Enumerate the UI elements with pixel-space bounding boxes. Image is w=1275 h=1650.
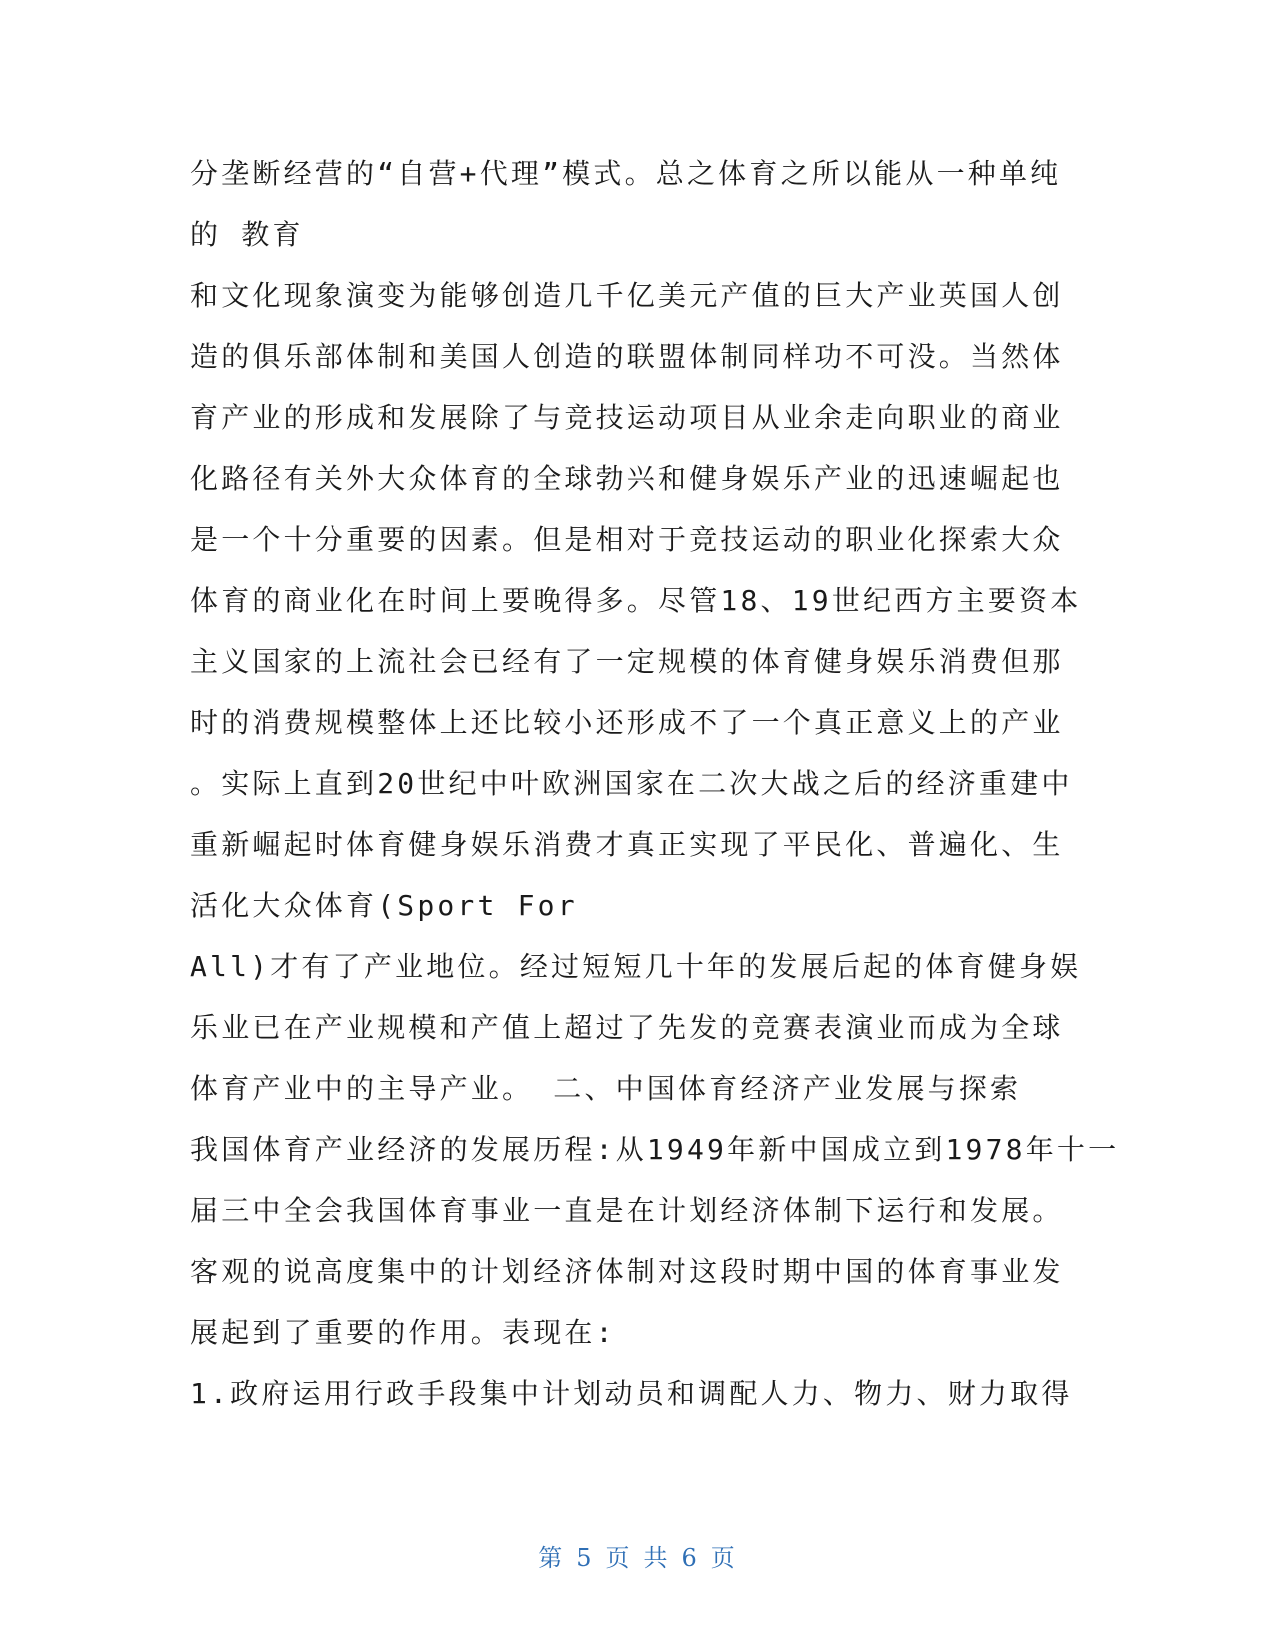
footer-gong: 共 [643,1544,670,1572]
body-text [190,143,1120,1424]
text-line: 客观的说高度集中的计划经济体制对这段时期中国的体育事业发 [190,1255,1064,1288]
text-line: 分垄断经营的“自营+代理”模式。总之体育之所以能从一种单纯 [190,157,1062,190]
text-line: 造的俱乐部体制和美国人创造的联盟体制同样功不可没。当然体 [190,340,1064,373]
text-line: 体育的商业化在时间上要晚得多。尽管18、19世纪西方主要资本 [190,584,1082,617]
text-line: 。实际上直到20世纪中叶欧洲国家在二次大战之后的经济重建中 [190,767,1073,800]
page-footer [0,1538,1275,1573]
text-line: 重新崛起时体育健身娱乐消费才真正实现了平民化、普遍化、生 [190,828,1064,861]
text-line: 育产业的形成和发展除了与竞技运动项目从业余走向职业的商业 [190,401,1064,434]
text-line: 时的消费规模整体上还比较小还形成不了一个真正意义上的产业 [190,706,1064,739]
text-line: 1.政府运用行政手段集中计划动员和调配人力、物力、财力取得 [190,1377,1073,1410]
text-line: 我国体育产业经济的发展历程:从1949年新中国成立到1978年十一 [190,1133,1120,1166]
text-line: 展起到了重要的作用。表现在: [190,1316,616,1349]
text-line: 活化大众体育(Sport For [190,889,578,922]
text-line: 化路径有关外大众体育的全球勃兴和健身娱乐产业的迅速崛起也 [190,462,1064,495]
footer-di: 第 [538,1544,565,1572]
text-line: All)才有了产业地位。经过短短几十年的发展后起的体育健身娱 [190,950,1082,983]
footer-total-pages: 6 [681,1544,699,1572]
text-line: 的 教育 [190,218,304,251]
text-line: 乐业已在产业规模和产值上超过了先发的竞赛表演业而成为全球 [190,1011,1064,1044]
text-line: 体育产业中的主导产业。 二、中国体育经济产业发展与探索 [190,1072,1022,1105]
footer-ye: 页 [605,1544,632,1572]
text-line: 主义国家的上流社会已经有了一定规模的体育健身娱乐消费但那 [190,645,1064,678]
text-line: 届三中全会我国体育事业一直是在计划经济体制下运行和发展。 [190,1194,1064,1227]
footer-ye2: 页 [710,1544,737,1572]
footer-page-number: 5 [576,1544,594,1572]
text-line: 和文化现象演变为能够创造几千亿美元产值的巨大产业英国人创 [190,279,1064,312]
text-line: 是一个十分重要的因素。但是相对于竞技运动的职业化探索大众 [190,523,1064,556]
